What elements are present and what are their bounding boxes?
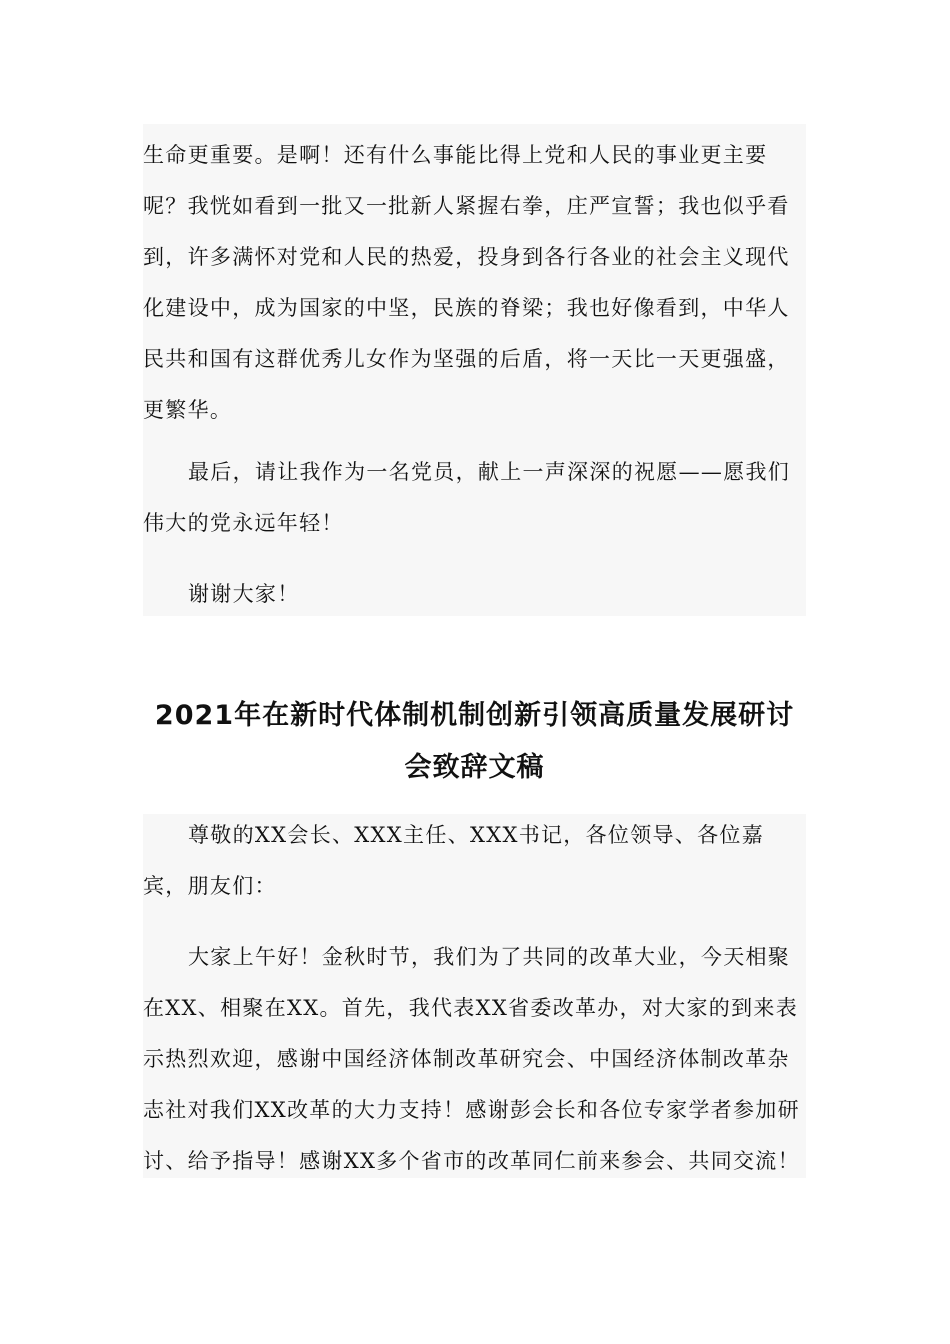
body-paragraph: 生命更重要。是啊！还有什么事能比得上党和人民的事业更主要呢？我恍如看到一批又一批新人紧握右拳，庄严宣誓；我也似乎看到，许多满怀对党和人民的热爱，投身到各行各业的社会主义现代化建设中，成为国家的中坚，民族的脊梁；我也好像看到，中华人民共和国有这群优秀儿女作为坚强的后盾，将一天比一天更强盛，更繁华。	[143, 143, 790, 422]
speech-ending-section	[143, 124, 806, 616]
speech-article-section	[143, 686, 806, 1178]
article-title: 2021年在新时代体制机制创新引领高质量发展研讨会致辞文稿	[154, 700, 795, 783]
thanks-paragraph: 谢谢大家！	[188, 582, 300, 606]
salutation-paragraph: 尊敬的XX会长、XXX主任、XXX书记，各位领导、各位嘉宾，朋友们：	[143, 823, 764, 898]
closing-wish-paragraph: 最后，请让我作为一名党员，献上一声深深的祝愿——愿我们伟大的党永远年轻！	[143, 460, 791, 535]
opening-paragraph: 大家上午好！金秋时节，我们为了共同的改革大业，今天相聚在XX、相聚在XX。首先，我代表XX省委改革办，对大家的到来表示热烈欢迎，感谢中国经济体制改革研究会、中国经济体制改革杂志社对我们XX改革的大力支持！感谢彭会长和各位专家学者参加研讨、给予指导！感谢XX多个省市的改革同仁前来参会、共同交流！	[143, 945, 800, 1173]
